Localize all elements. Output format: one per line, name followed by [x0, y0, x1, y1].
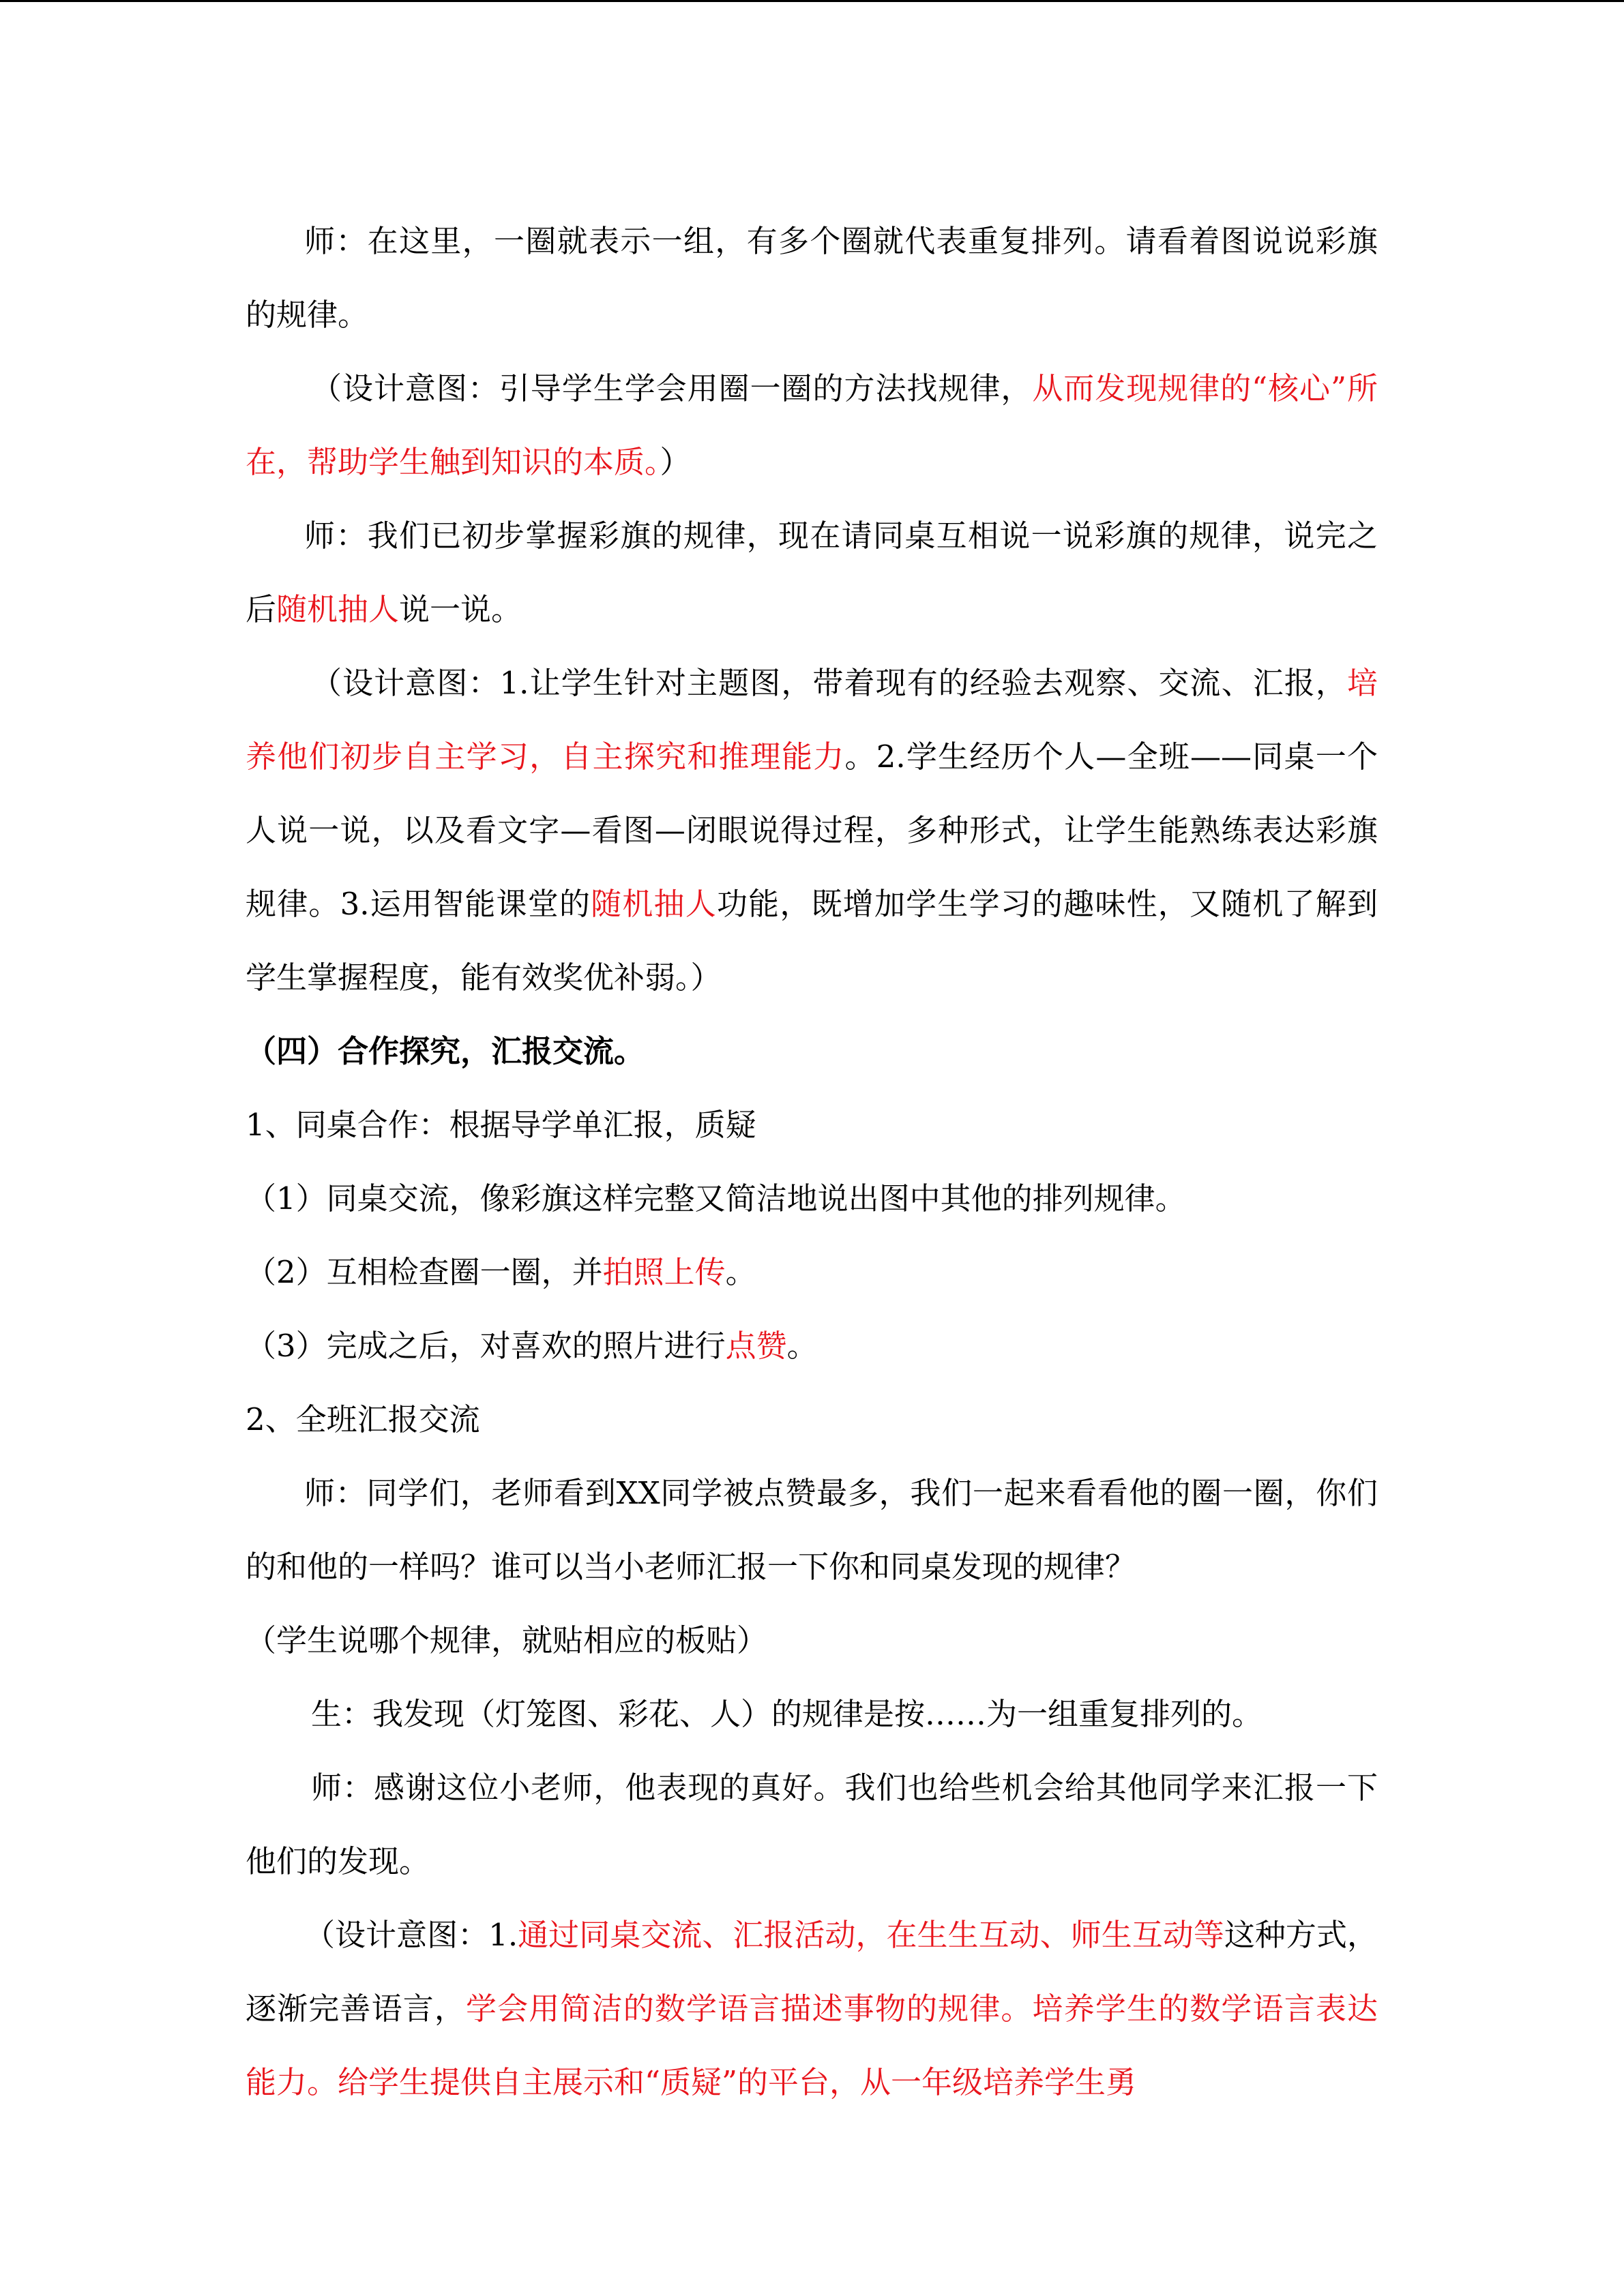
text-run: 师：在这里，一圈就表示一组，有多个圈就代表重复排列。请看着图说说彩旗的规律。 — [246, 223, 1378, 333]
text-run: （设计意图：引导学生学会用圈一圈的方法找规律， — [311, 370, 1033, 406]
text-run: （3）完成之后，对喜欢的照片进行 — [246, 1328, 726, 1364]
teacher-paragraph-thanks — [246, 1751, 1378, 1898]
text-run: 说一说。 — [399, 591, 522, 627]
highlight-text: 随机抽人 — [591, 886, 717, 922]
design-intent-paragraph-1 — [246, 352, 1378, 499]
list-item — [246, 1309, 1378, 1383]
highlight-text: 随机抽人 — [276, 591, 400, 627]
text-run: 2、全班汇报交流 — [246, 1401, 480, 1437]
highlight-text: 通过同桌交流、汇报活动，在生生互动、师生互动等 — [518, 1917, 1224, 1953]
top-border-rule — [0, 0, 1624, 2]
highlight-text: 培养他们初步自主学习，自主探究和推理能力 — [246, 665, 1378, 775]
student-paragraph — [246, 1678, 1378, 1751]
list-item — [246, 1162, 1378, 1236]
teacher-paragraph-flag-rule — [246, 499, 1378, 646]
highlight-text: 点赞 — [725, 1328, 787, 1364]
text-run: 1、同桌合作：根据导学单汇报，质疑 — [246, 1107, 756, 1143]
highlight-text: 学会用简洁的数学语言描述事物的规律。培养学生的数学语言表达能力。给学生提供自主展示和“质疑”的平台，从一年级培养学生勇 — [246, 1991, 1378, 2100]
text-run: （学生说哪个规律，就贴相应的板贴） — [246, 1622, 768, 1658]
text-run: （设计意图：1. — [304, 1917, 518, 1953]
text-run: （四）合作探究，汇报交流。 — [246, 1033, 645, 1069]
highlight-text: 拍照上传 — [602, 1254, 726, 1290]
text-run: ） — [660, 444, 691, 480]
text-run: 这种方式，逐渐完善语言， — [246, 1917, 1378, 2027]
text-run: 师：同学们，老师看到XX同学被点赞最多，我们一起来看看他的圈一圈，你们的和他的一样吗？谁可以当小老师汇报一下你和同桌发现的规律？ — [246, 1475, 1378, 1585]
note-paragraph — [246, 1604, 1378, 1678]
text-run: 师：我们已初步掌握彩旗的规律，现在请同桌互相说一说彩旗的规律，说完之后 — [246, 518, 1378, 627]
list-item — [246, 1088, 1378, 1162]
text-run: 。 — [725, 1254, 756, 1290]
document-body — [246, 205, 1378, 2119]
text-run: （1）同桌交流，像彩旗这样完整又简洁地说出图中其他的排列规律。 — [246, 1180, 1186, 1217]
highlight-text: 从而发现规律的“核心”所在，帮助学生触到知识的本质。 — [246, 370, 1378, 480]
teacher-paragraph-report — [246, 1457, 1378, 1604]
teacher-paragraph-circle — [246, 205, 1378, 352]
text-run: 。2.学生经历个人—全班——同桌一个人说一说，以及看文字—看图—闭眼说得过程，多种形式，让学生能熟练表达彩旗规律。3.运用智能课堂的 — [246, 739, 1378, 922]
section-heading — [246, 1015, 1378, 1088]
text-run: 功能，既增加学生学习的趣味性，又随机了解到学生掌握程度，能有效奖优补弱。） — [246, 886, 1378, 996]
text-run: 师：感谢这位小老师，他表现的真好。我们也给些机会给其他同学来汇报一下他们的发现。 — [246, 1770, 1378, 1879]
design-intent-paragraph-2 — [246, 646, 1378, 1015]
list-item — [246, 1383, 1378, 1457]
design-intent-paragraph-3 — [246, 1898, 1378, 2119]
text-run: （设计意图：1.让学生针对主题图，带着现有的经验去观察、交流、汇报， — [311, 665, 1347, 701]
text-run: 生：我发现（灯笼图、彩花、人）的规律是按……为一组重复排列的。 — [311, 1696, 1263, 1732]
list-item — [246, 1236, 1378, 1309]
text-run: （2）互相检查圈一圈，并 — [246, 1254, 603, 1290]
text-run: 。 — [786, 1328, 818, 1364]
